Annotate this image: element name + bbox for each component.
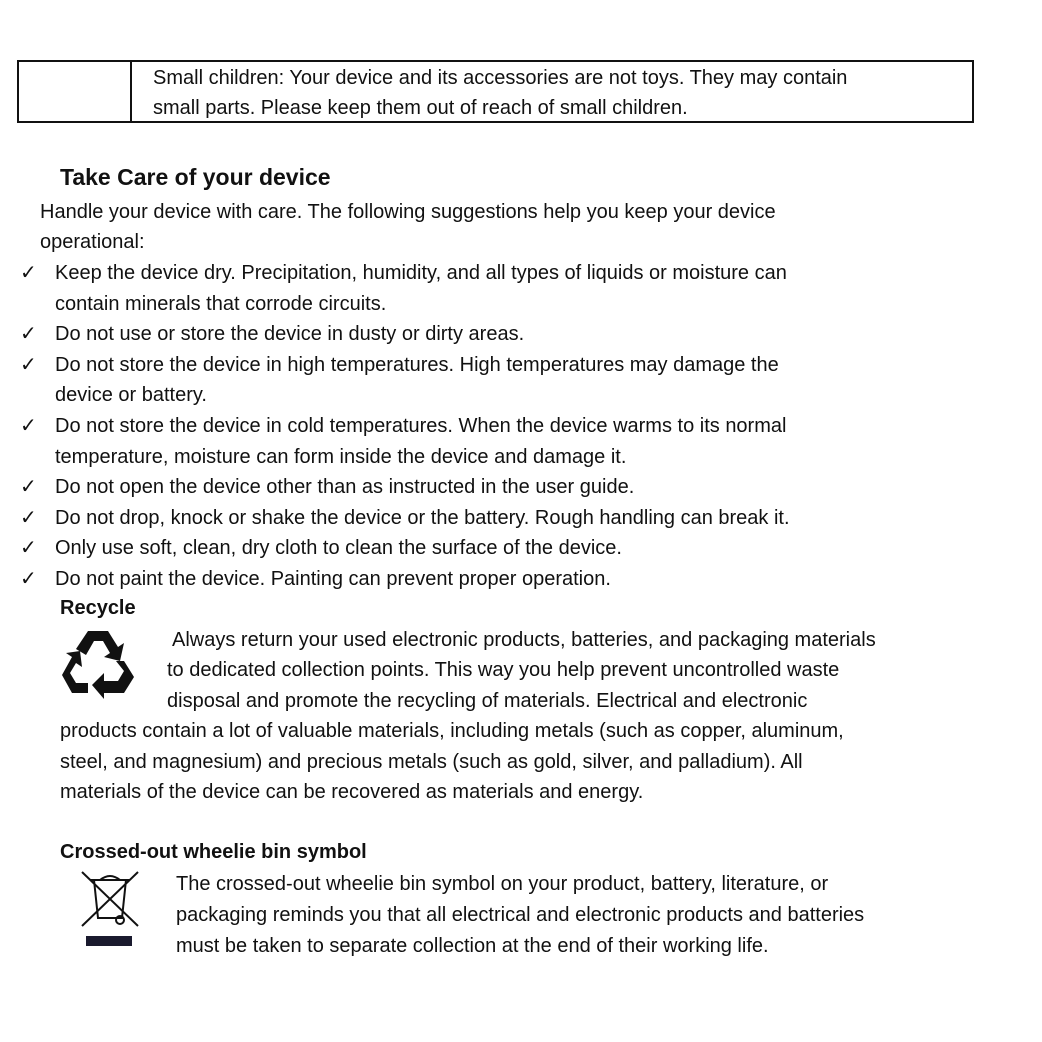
recycle-text-line: materials of the device can be recovered as materials and energy. (60, 781, 644, 803)
section-title-wheelie: Crossed-out wheelie bin symbol (60, 841, 367, 863)
table-divider (130, 62, 132, 121)
warning-text: small parts. Please keep them out of reach of small children. (153, 97, 688, 119)
checkmark-icon: ✓ (20, 476, 37, 499)
checkmark-icon: ✓ (20, 353, 37, 376)
checkmark-icon: ✓ (20, 537, 37, 560)
care-list-item: Only use soft, clean, dry cloth to clean the surface of the device. (55, 537, 622, 560)
recycle-text-line: disposal and promote the recycling of materials. Electrical and electronic (167, 690, 808, 712)
recycle-text-line: to dedicated collection points. This way you help prevent uncontrolled waste (167, 659, 840, 681)
warning-text: Small children: Your device and its accessories are not toys. They may contain (153, 67, 848, 89)
checkmark-icon: ✓ (20, 415, 37, 437)
checkmark-icon: ✓ (20, 323, 37, 346)
wheelie-text-line: packaging reminds you that all electrical and electronic products and batteries (176, 904, 865, 926)
wheelie-text-line: The crossed-out wheelie bin symbol on your product, battery, literature, or (176, 873, 829, 895)
care-list-item: Do not use or store the device in dusty or dirty areas. (55, 323, 525, 346)
care-list-item: Keep the device dry. Precipitation, humidity, and all types of liquids or moisture can (55, 262, 787, 284)
section-title-care: Take Care of your device (60, 164, 331, 190)
care-list-item: Do not paint the device. Painting can prevent proper operation. (55, 568, 611, 590)
wheelie-text-line: must be taken to separate collection at the end of their working life. (176, 935, 769, 957)
recycle-text-line: steel, and magnesium) and precious metals (such as gold, silver, and palladium). All (60, 751, 803, 773)
care-list-item: Do not drop, knock or shake the device or the battery. Rough handling can break it. (55, 506, 790, 529)
care-list-item: Do not open the device other than as instructed in the user guide. (55, 476, 635, 499)
care-list-item: device or battery. (55, 384, 207, 407)
checkmark-icon: ✓ (20, 506, 37, 529)
recycle-text-line: products contain a lot of valuable materials, including metals (such as copper, aluminum, (60, 720, 844, 742)
crossed-out-bin-icon (78, 868, 142, 952)
care-intro: operational: (40, 231, 145, 253)
care-list-item: temperature, moisture can form inside the device and damage it. (55, 445, 627, 468)
care-list-item: Do not store the device in cold temperatures. When the device warms to its normal (55, 415, 787, 437)
care-intro: Handle your device with care. The following suggestions help you keep your device (40, 201, 776, 223)
care-list-item: Do not store the device in high temperatures. High temperatures may damage the (55, 353, 779, 376)
care-list-item: contain minerals that corrode circuits. (55, 292, 387, 315)
warning-table (17, 60, 974, 123)
section-title-recycle: Recycle (60, 597, 136, 619)
checkmark-icon: ✓ (20, 262, 37, 284)
recycle-text-line: Always return your used electronic products, batteries, and packaging materials (172, 629, 876, 651)
checkmark-icon: ✓ (20, 568, 37, 590)
recycle-icon (58, 627, 140, 701)
